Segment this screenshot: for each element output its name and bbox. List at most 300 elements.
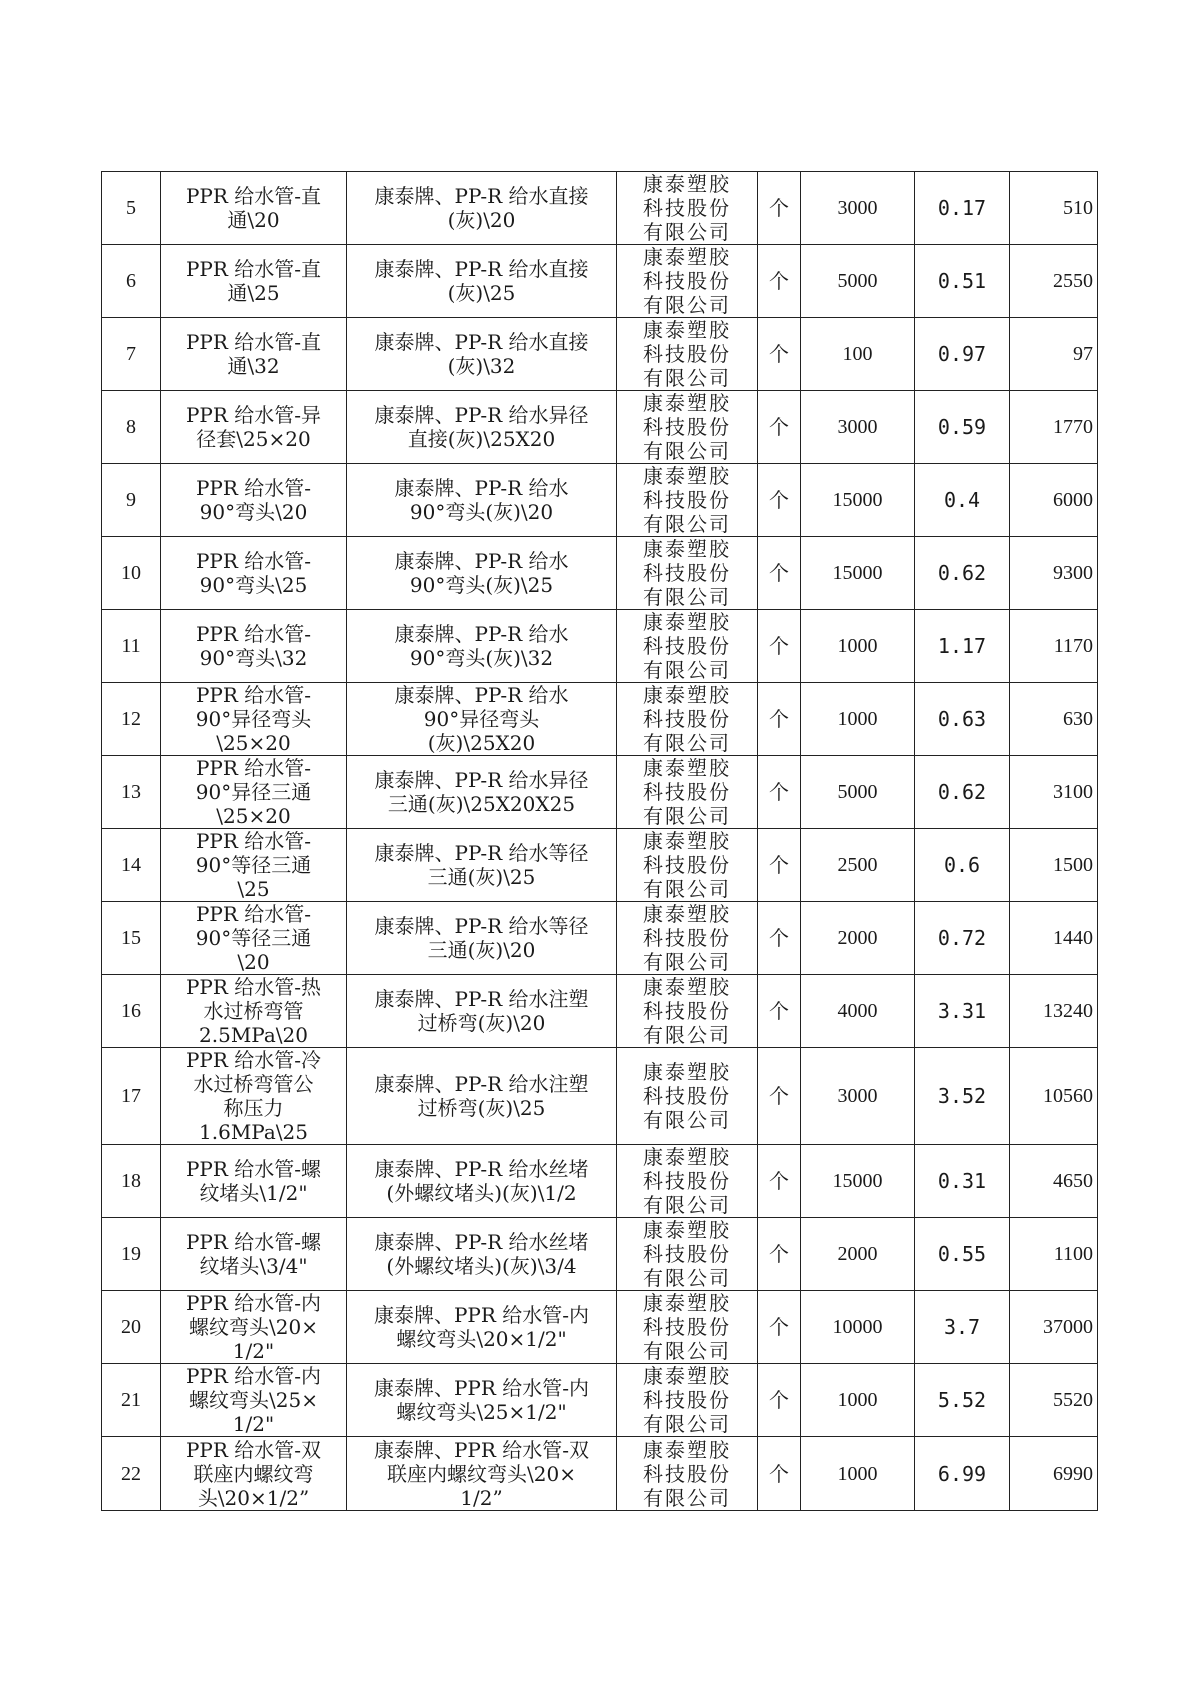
unit-price: 6.99 bbox=[937, 1461, 987, 1486]
unit-price: 3.52 bbox=[937, 1084, 987, 1108]
manufacturer: 康泰塑胶 科技股份 有限公司 bbox=[643, 1437, 731, 1510]
amount-cell bbox=[1010, 829, 1098, 902]
manufacturer: 康泰塑胶 科技股份 有限公司 bbox=[643, 318, 731, 390]
row-number: 19 bbox=[121, 1243, 141, 1265]
item-name-cell bbox=[161, 683, 347, 756]
item-spec: 康泰牌、PPR 给水管-内 螺纹弯头\25×1/2" bbox=[373, 1376, 590, 1424]
table-row bbox=[102, 318, 1098, 391]
quantity-cell bbox=[801, 1291, 915, 1364]
row-number-cell bbox=[102, 1048, 161, 1145]
unit-price: 0.62 bbox=[937, 561, 987, 585]
row-number: 14 bbox=[121, 854, 141, 876]
item-spec: 康泰牌、PPR 给水管-内 螺纹弯头\20×1/2" bbox=[373, 1303, 590, 1351]
row-number: 17 bbox=[121, 1085, 141, 1107]
unit-price: 3.31 bbox=[937, 999, 987, 1023]
manufacturer-cell bbox=[617, 537, 758, 610]
item-spec-cell bbox=[347, 975, 617, 1048]
quantity: 4000 bbox=[837, 1000, 878, 1022]
manufacturer-cell bbox=[617, 1291, 758, 1364]
unit-price-cell bbox=[915, 245, 1010, 318]
amount-cell bbox=[1010, 1291, 1098, 1364]
amount: 1100 bbox=[1053, 1243, 1093, 1265]
unit-price-cell bbox=[915, 391, 1010, 464]
row-number-cell bbox=[102, 464, 161, 537]
manufacturer-cell bbox=[617, 975, 758, 1048]
manufacturer: 康泰塑胶 科技股份 有限公司 bbox=[643, 172, 731, 244]
amount: 5520 bbox=[1053, 1389, 1093, 1411]
row-number: 16 bbox=[121, 1000, 141, 1022]
quantity: 3000 bbox=[837, 1085, 878, 1107]
unit-price-cell bbox=[915, 975, 1010, 1048]
item-name: PPR 给水管- 90°弯头\32 bbox=[195, 622, 312, 670]
manufacturer-cell bbox=[617, 610, 758, 683]
row-number-cell bbox=[102, 756, 161, 829]
unit: 个 bbox=[769, 196, 789, 220]
row-number: 9 bbox=[126, 489, 136, 511]
row-number-cell bbox=[102, 1437, 161, 1511]
item-name: PPR 给水管- 90°等径三通 \25 bbox=[195, 829, 312, 901]
amount-cell bbox=[1010, 318, 1098, 391]
item-name-cell bbox=[161, 756, 347, 829]
table-row bbox=[102, 683, 1098, 756]
row-number: 8 bbox=[126, 416, 136, 438]
amount-cell bbox=[1010, 172, 1098, 245]
manufacturer: 康泰塑胶 科技股份 有限公司 bbox=[643, 464, 731, 536]
amount: 3100 bbox=[1053, 781, 1093, 803]
row-number: 11 bbox=[121, 635, 141, 657]
row-number-cell bbox=[102, 1364, 161, 1437]
unit-price: 5.52 bbox=[937, 1388, 987, 1412]
row-number-cell bbox=[102, 829, 161, 902]
unit-cell bbox=[758, 172, 801, 245]
quantity-cell bbox=[801, 537, 915, 610]
manufacturer-cell bbox=[617, 829, 758, 902]
unit-price-cell bbox=[915, 1364, 1010, 1437]
item-name: PPR 给水管-内 螺纹弯头\25× 1/2" bbox=[185, 1364, 322, 1436]
item-spec-cell bbox=[347, 756, 617, 829]
quantity-cell bbox=[801, 610, 915, 683]
item-name-cell bbox=[161, 1364, 347, 1437]
item-name-cell bbox=[161, 975, 347, 1048]
item-spec-cell bbox=[347, 1218, 617, 1291]
quantity: 15000 bbox=[832, 562, 883, 584]
item-name-cell bbox=[161, 537, 347, 610]
quantity-cell bbox=[801, 756, 915, 829]
item-name: PPR 给水管- 90°弯头\25 bbox=[195, 549, 312, 597]
row-number: 12 bbox=[121, 708, 141, 730]
row-number-cell bbox=[102, 1291, 161, 1364]
item-spec: 康泰牌、PP-R 给水丝堵 (外螺纹堵头)(灰)\1/2 bbox=[374, 1157, 589, 1205]
quantity: 2000 bbox=[837, 927, 878, 949]
item-spec: 康泰牌、PP-R 给水直接 (灰)\25 bbox=[374, 257, 589, 305]
manufacturer-cell bbox=[617, 318, 758, 391]
manufacturer: 康泰塑胶 科技股份 有限公司 bbox=[643, 391, 731, 463]
quantity-cell bbox=[801, 464, 915, 537]
manufacturer-cell bbox=[617, 172, 758, 245]
manufacturer: 康泰塑胶 科技股份 有限公司 bbox=[643, 610, 731, 682]
amount: 1500 bbox=[1053, 854, 1093, 876]
item-spec: 康泰牌、PP-R 给水异径 直接(灰)\25X20 bbox=[374, 403, 589, 451]
table-row bbox=[102, 1437, 1098, 1511]
quantity-cell bbox=[801, 902, 915, 975]
unit-cell bbox=[758, 1145, 801, 1218]
item-name-cell bbox=[161, 1218, 347, 1291]
quantity: 5000 bbox=[837, 270, 878, 292]
quantity-cell bbox=[801, 1437, 915, 1511]
unit-price: 0.63 bbox=[937, 707, 987, 731]
unit-cell bbox=[758, 245, 801, 318]
item-spec-cell bbox=[347, 464, 617, 537]
unit-price-cell bbox=[915, 172, 1010, 245]
unit-price-cell bbox=[915, 683, 1010, 756]
amount-cell bbox=[1010, 1437, 1098, 1511]
item-spec: 康泰牌、PP-R 给水注塑 过桥弯(灰)\20 bbox=[374, 987, 589, 1035]
unit: 个 bbox=[769, 707, 789, 731]
quantity-cell bbox=[801, 1048, 915, 1145]
unit-price-cell bbox=[915, 756, 1010, 829]
item-name-cell bbox=[161, 391, 347, 464]
table-row bbox=[102, 1218, 1098, 1291]
amount: 37000 bbox=[1043, 1316, 1093, 1338]
item-spec-cell bbox=[347, 245, 617, 318]
unit-cell bbox=[758, 902, 801, 975]
item-name-cell bbox=[161, 1291, 347, 1364]
manufacturer-cell bbox=[617, 683, 758, 756]
quantity: 15000 bbox=[832, 489, 883, 511]
manufacturer: 康泰塑胶 科技股份 有限公司 bbox=[643, 756, 731, 828]
unit-price-cell bbox=[915, 1218, 1010, 1291]
unit-price-cell bbox=[915, 1048, 1010, 1145]
table-row bbox=[102, 1291, 1098, 1364]
row-number-cell bbox=[102, 610, 161, 683]
unit-price-cell bbox=[915, 829, 1010, 902]
manufacturer: 康泰塑胶 科技股份 有限公司 bbox=[643, 1218, 731, 1290]
materials-table bbox=[101, 171, 1098, 1511]
item-spec: 康泰牌、PP-R 给水直接 (灰)\32 bbox=[374, 330, 589, 378]
item-name: PPR 给水管- 90°异径弯头 \25×20 bbox=[195, 683, 312, 755]
item-name-cell bbox=[161, 1145, 347, 1218]
manufacturer-cell bbox=[617, 464, 758, 537]
row-number-cell bbox=[102, 172, 161, 245]
amount: 1170 bbox=[1053, 635, 1093, 657]
unit-price: 3.7 bbox=[943, 1315, 981, 1339]
row-number: 5 bbox=[126, 197, 136, 219]
manufacturer: 康泰塑胶 科技股份 有限公司 bbox=[643, 1291, 731, 1363]
quantity-cell bbox=[801, 318, 915, 391]
item-name: PPR 给水管- 90°弯头\20 bbox=[195, 476, 312, 524]
quantity: 15000 bbox=[832, 1170, 883, 1192]
amount-cell bbox=[1010, 1218, 1098, 1291]
unit-cell bbox=[758, 683, 801, 756]
row-number: 15 bbox=[121, 927, 141, 949]
item-spec: 康泰牌、PP-R 给水 90°弯头(灰)\20 bbox=[394, 476, 569, 524]
item-name-cell bbox=[161, 464, 347, 537]
amount: 10560 bbox=[1043, 1085, 1093, 1107]
manufacturer-cell bbox=[617, 391, 758, 464]
item-name-cell bbox=[161, 318, 347, 391]
row-number-cell bbox=[102, 537, 161, 610]
item-spec: 康泰牌、PP-R 给水等径 三通(灰)\25 bbox=[374, 841, 589, 889]
amount-cell bbox=[1010, 683, 1098, 756]
quantity: 10000 bbox=[832, 1316, 883, 1338]
item-name: PPR 给水管-直 通\25 bbox=[185, 257, 322, 305]
quantity-cell bbox=[801, 1145, 915, 1218]
quantity: 5000 bbox=[837, 781, 878, 803]
table-row bbox=[102, 391, 1098, 464]
unit: 个 bbox=[769, 1461, 789, 1486]
quantity-cell bbox=[801, 1218, 915, 1291]
manufacturer-cell bbox=[617, 1145, 758, 1218]
amount: 1770 bbox=[1053, 416, 1093, 438]
item-spec: 康泰牌、PP-R 给水 90°异径弯头 (灰)\25X20 bbox=[394, 683, 569, 755]
manufacturer: 康泰塑胶 科技股份 有限公司 bbox=[643, 683, 731, 755]
amount-cell bbox=[1010, 391, 1098, 464]
unit-price: 0.4 bbox=[943, 488, 981, 512]
unit-cell bbox=[758, 1048, 801, 1145]
row-number-cell bbox=[102, 318, 161, 391]
unit-price: 0.6 bbox=[943, 853, 981, 877]
item-spec-cell bbox=[347, 1048, 617, 1145]
item-spec-cell bbox=[347, 537, 617, 610]
row-number: 13 bbox=[121, 781, 141, 803]
amount: 9300 bbox=[1053, 562, 1093, 584]
item-spec: 康泰牌、PPR 给水管-双 联座内螺纹弯头\20× 1/2” bbox=[373, 1437, 590, 1510]
item-name: PPR 给水管-异 径套\25×20 bbox=[185, 403, 322, 451]
unit-price-cell bbox=[915, 902, 1010, 975]
amount: 13240 bbox=[1043, 1000, 1093, 1022]
item-spec: 康泰牌、PP-R 给水丝堵 (外螺纹堵头)(灰)\3/4 bbox=[374, 1230, 589, 1278]
row-number-cell bbox=[102, 391, 161, 464]
unit-cell bbox=[758, 829, 801, 902]
unit-price: 1.17 bbox=[937, 634, 987, 658]
quantity: 2000 bbox=[837, 1243, 878, 1265]
manufacturer: 康泰塑胶 科技股份 有限公司 bbox=[643, 537, 731, 609]
table-row bbox=[102, 537, 1098, 610]
unit: 个 bbox=[769, 1388, 789, 1412]
manufacturer: 康泰塑胶 科技股份 有限公司 bbox=[643, 975, 731, 1047]
item-spec: 康泰牌、PP-R 给水注塑 过桥弯(灰)\25 bbox=[374, 1072, 589, 1120]
table-row bbox=[102, 902, 1098, 975]
quantity-cell bbox=[801, 245, 915, 318]
unit: 个 bbox=[769, 780, 789, 804]
unit-price-cell bbox=[915, 1145, 1010, 1218]
table-row bbox=[102, 610, 1098, 683]
item-spec-cell bbox=[347, 902, 617, 975]
item-spec-cell bbox=[347, 172, 617, 245]
unit-cell bbox=[758, 1291, 801, 1364]
item-name: PPR 给水管-直 通\32 bbox=[185, 330, 322, 378]
amount: 4650 bbox=[1053, 1170, 1093, 1192]
amount: 630 bbox=[1063, 708, 1093, 730]
row-number: 7 bbox=[126, 343, 136, 365]
unit-price-cell bbox=[915, 1437, 1010, 1511]
item-name: PPR 给水管-螺 纹堵头\3/4" bbox=[185, 1230, 322, 1278]
amount-cell bbox=[1010, 610, 1098, 683]
amount-cell bbox=[1010, 975, 1098, 1048]
unit: 个 bbox=[769, 634, 789, 658]
item-spec-cell bbox=[347, 683, 617, 756]
row-number-cell bbox=[102, 245, 161, 318]
item-name-cell bbox=[161, 902, 347, 975]
unit-cell bbox=[758, 537, 801, 610]
item-name: PPR 给水管-双 联座内螺纹弯 头\20×1/2” bbox=[185, 1437, 322, 1510]
unit: 个 bbox=[769, 1084, 789, 1108]
item-spec: 康泰牌、PP-R 给水直接 (灰)\20 bbox=[374, 184, 589, 232]
item-name: PPR 给水管-直 通\20 bbox=[185, 184, 322, 232]
manufacturer-cell bbox=[617, 1437, 758, 1511]
unit-price-cell bbox=[915, 464, 1010, 537]
manufacturer: 康泰塑胶 科技股份 有限公司 bbox=[643, 902, 731, 974]
quantity-cell bbox=[801, 975, 915, 1048]
row-number-cell bbox=[102, 1218, 161, 1291]
amount-cell bbox=[1010, 1048, 1098, 1145]
manufacturer-cell bbox=[617, 1218, 758, 1291]
item-spec-cell bbox=[347, 829, 617, 902]
unit: 个 bbox=[769, 1242, 789, 1266]
item-name-cell bbox=[161, 1437, 347, 1511]
item-name-cell bbox=[161, 1048, 347, 1145]
unit-cell bbox=[758, 1218, 801, 1291]
unit-price-cell bbox=[915, 318, 1010, 391]
unit: 个 bbox=[769, 488, 789, 512]
amount-cell bbox=[1010, 902, 1098, 975]
row-number: 20 bbox=[121, 1316, 141, 1338]
item-spec-cell bbox=[347, 1291, 617, 1364]
manufacturer: 康泰塑胶 科技股份 有限公司 bbox=[643, 1060, 731, 1132]
unit-price: 0.62 bbox=[937, 780, 987, 804]
unit-price: 0.51 bbox=[937, 269, 987, 293]
row-number-cell bbox=[102, 683, 161, 756]
unit-price: 0.17 bbox=[937, 196, 987, 220]
item-name: PPR 给水管-内 螺纹弯头\20× 1/2" bbox=[185, 1291, 322, 1363]
unit: 个 bbox=[769, 415, 789, 439]
manufacturer-cell bbox=[617, 1048, 758, 1145]
amount: 6990 bbox=[1053, 1462, 1093, 1485]
manufacturer-cell bbox=[617, 1364, 758, 1437]
unit: 个 bbox=[769, 999, 789, 1023]
unit-cell bbox=[758, 1437, 801, 1511]
unit-price: 0.72 bbox=[937, 926, 987, 950]
row-number: 21 bbox=[121, 1389, 141, 1411]
amount-cell bbox=[1010, 756, 1098, 829]
quantity: 2500 bbox=[837, 854, 878, 876]
quantity: 100 bbox=[842, 343, 873, 365]
unit-cell bbox=[758, 756, 801, 829]
unit-price: 0.97 bbox=[937, 342, 987, 366]
amount-cell bbox=[1010, 245, 1098, 318]
quantity-cell bbox=[801, 391, 915, 464]
row-number: 10 bbox=[121, 562, 141, 584]
table-body bbox=[102, 172, 1098, 1511]
table-row bbox=[102, 245, 1098, 318]
item-spec-cell bbox=[347, 1145, 617, 1218]
unit-cell bbox=[758, 1364, 801, 1437]
row-number-cell bbox=[102, 1145, 161, 1218]
unit-price-cell bbox=[915, 537, 1010, 610]
quantity: 1000 bbox=[837, 635, 878, 657]
unit: 个 bbox=[769, 269, 789, 293]
item-name-cell bbox=[161, 829, 347, 902]
quantity: 3000 bbox=[837, 416, 878, 438]
manufacturer-cell bbox=[617, 902, 758, 975]
unit-cell bbox=[758, 975, 801, 1048]
table-row bbox=[102, 464, 1098, 537]
unit: 个 bbox=[769, 342, 789, 366]
unit-cell bbox=[758, 610, 801, 683]
item-name-cell bbox=[161, 172, 347, 245]
quantity-cell bbox=[801, 683, 915, 756]
manufacturer: 康泰塑胶 科技股份 有限公司 bbox=[643, 245, 731, 317]
row-number: 6 bbox=[126, 270, 136, 292]
quantity-cell bbox=[801, 1364, 915, 1437]
item-name: PPR 给水管-热 水过桥弯管 2.5MPa\20 bbox=[185, 975, 322, 1047]
quantity: 1000 bbox=[837, 1462, 878, 1485]
amount-cell bbox=[1010, 464, 1098, 537]
manufacturer-cell bbox=[617, 245, 758, 318]
item-spec: 康泰牌、PP-R 给水 90°弯头(灰)\32 bbox=[394, 622, 569, 670]
item-name: PPR 给水管- 90°等径三通 \20 bbox=[195, 902, 312, 974]
quantity: 1000 bbox=[837, 1389, 878, 1411]
unit-cell bbox=[758, 391, 801, 464]
item-name-cell bbox=[161, 610, 347, 683]
unit-cell bbox=[758, 318, 801, 391]
table-row bbox=[102, 1364, 1098, 1437]
manufacturer: 康泰塑胶 科技股份 有限公司 bbox=[643, 1364, 731, 1436]
unit: 个 bbox=[769, 1169, 789, 1193]
item-spec-cell bbox=[347, 391, 617, 464]
item-name: PPR 给水管-螺 纹堵头\1/2" bbox=[185, 1157, 322, 1205]
amount: 2550 bbox=[1053, 270, 1093, 292]
item-spec-cell bbox=[347, 610, 617, 683]
table-row bbox=[102, 1145, 1098, 1218]
item-name: PPR 给水管- 90°异径三通 \25×20 bbox=[195, 756, 312, 828]
quantity-cell bbox=[801, 829, 915, 902]
item-spec-cell bbox=[347, 318, 617, 391]
amount: 510 bbox=[1063, 197, 1093, 219]
row-number-cell bbox=[102, 975, 161, 1048]
table-row bbox=[102, 172, 1098, 245]
row-number: 18 bbox=[121, 1170, 141, 1192]
item-spec-cell bbox=[347, 1364, 617, 1437]
item-name-cell bbox=[161, 245, 347, 318]
amount-cell bbox=[1010, 1145, 1098, 1218]
unit-price: 0.55 bbox=[937, 1242, 987, 1266]
amount: 97 bbox=[1073, 343, 1093, 365]
table-row bbox=[102, 756, 1098, 829]
item-name: PPR 给水管-冷 水过桥弯管公 称压力 1.6MPa\25 bbox=[185, 1048, 322, 1144]
unit: 个 bbox=[769, 926, 789, 950]
item-spec: 康泰牌、PP-R 给水 90°弯头(灰)\25 bbox=[394, 549, 569, 597]
item-spec-cell bbox=[347, 1437, 617, 1511]
item-spec: 康泰牌、PP-R 给水异径 三通(灰)\25X20X25 bbox=[374, 768, 589, 816]
amount-cell bbox=[1010, 1364, 1098, 1437]
unit-price: 0.59 bbox=[937, 415, 987, 439]
manufacturer-cell bbox=[617, 756, 758, 829]
table-row bbox=[102, 1048, 1098, 1145]
unit-price-cell bbox=[915, 610, 1010, 683]
unit: 个 bbox=[769, 561, 789, 585]
manufacturer: 康泰塑胶 科技股份 有限公司 bbox=[643, 829, 731, 901]
amount: 6000 bbox=[1053, 489, 1093, 511]
unit-cell bbox=[758, 464, 801, 537]
amount-cell bbox=[1010, 537, 1098, 610]
unit-price: 0.31 bbox=[937, 1169, 987, 1193]
quantity: 1000 bbox=[837, 708, 878, 730]
quantity: 3000 bbox=[837, 197, 878, 219]
unit: 个 bbox=[769, 1315, 789, 1339]
unit-price-cell bbox=[915, 1291, 1010, 1364]
item-spec: 康泰牌、PP-R 给水等径 三通(灰)\20 bbox=[374, 914, 589, 962]
